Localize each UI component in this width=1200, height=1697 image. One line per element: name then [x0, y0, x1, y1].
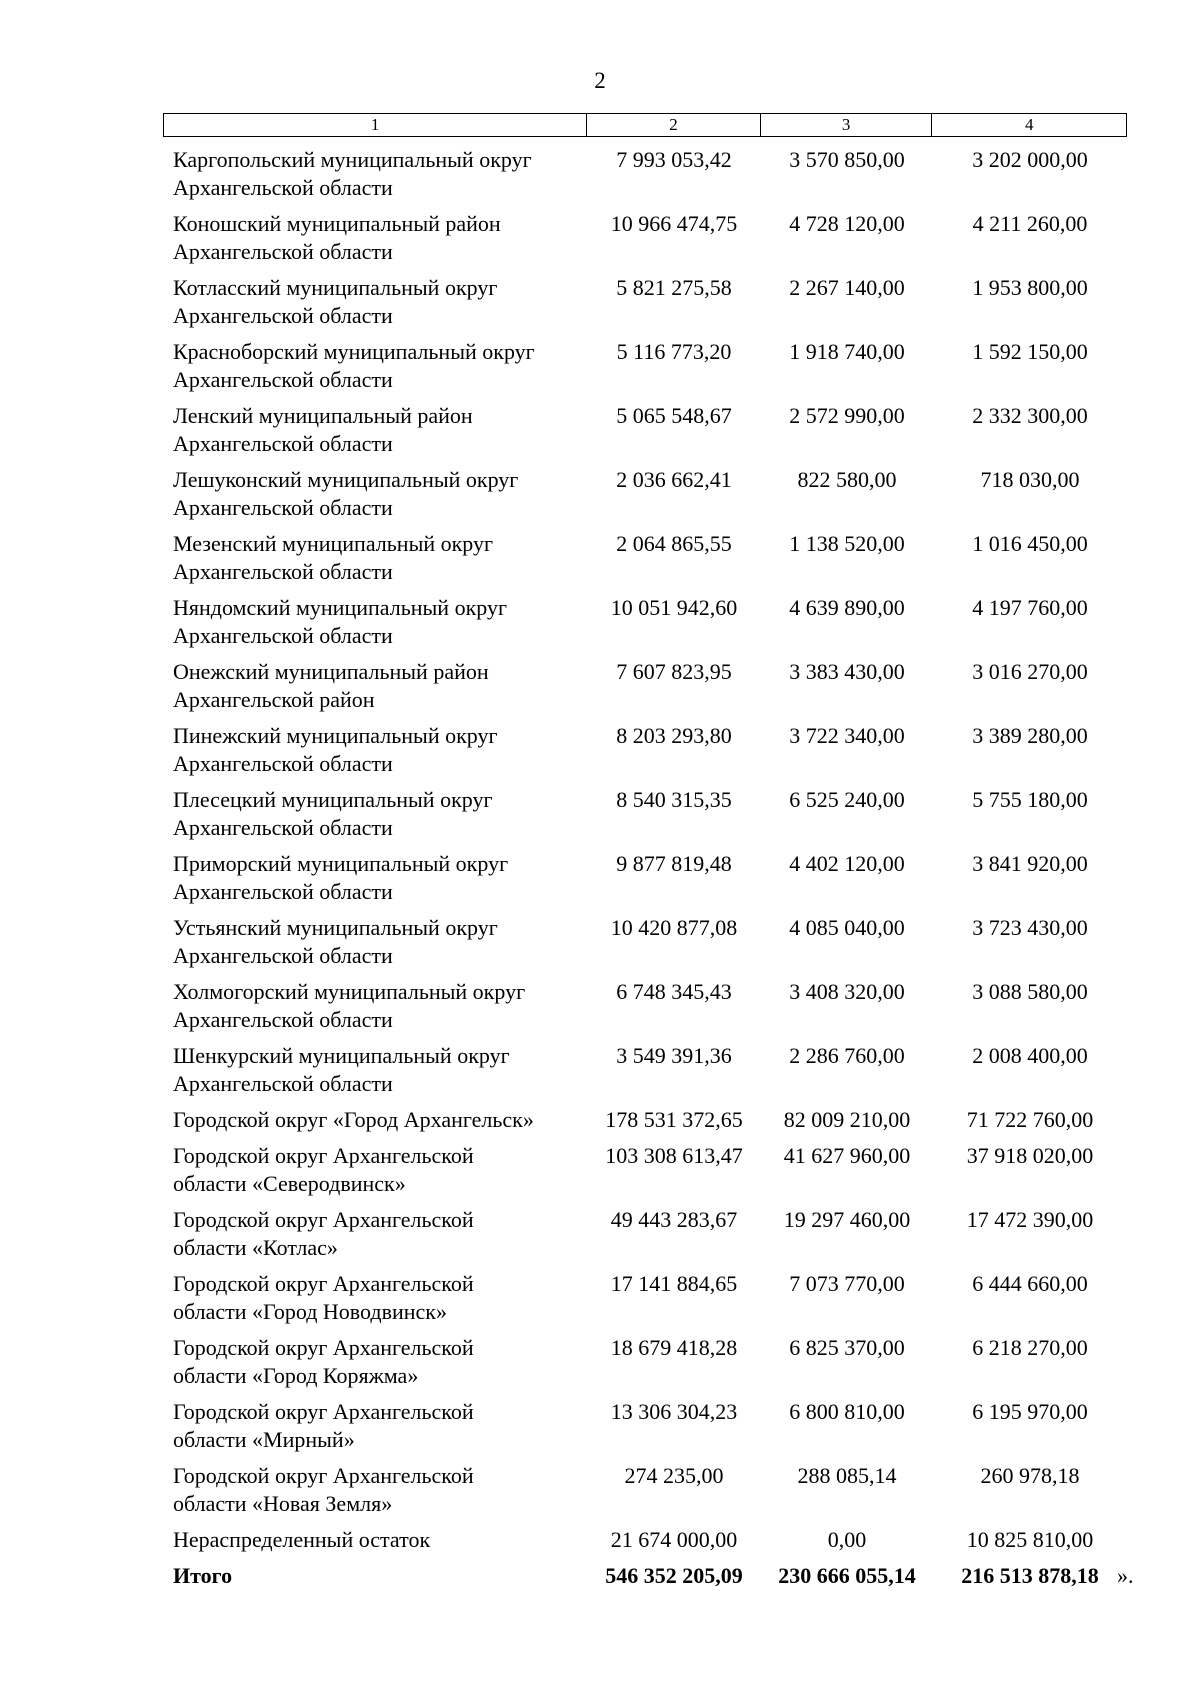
row-value-col2: 2 036 662,41	[616, 467, 732, 492]
row-name-line: Нераспределенный остаток	[173, 1527, 431, 1552]
row-name-line: области «Город Коряжма»	[173, 1363, 419, 1388]
row-value-col3: 288 085,14	[797, 1463, 897, 1488]
row-name	[163, 978, 587, 1042]
row-name-line: Каргопольский муниципальный округ	[173, 147, 532, 172]
row-name	[163, 658, 587, 722]
total-row	[163, 1562, 1134, 1598]
row-value-col4: 2 332 300,00	[972, 403, 1088, 428]
row-value-col2: 8 203 293,80	[616, 723, 732, 748]
row-name	[163, 850, 587, 914]
row-value-col4: 5 755 180,00	[972, 787, 1088, 812]
row-name	[163, 210, 587, 274]
row-value-col4: 17 472 390,00	[966, 1207, 1094, 1232]
row-value-col2: 5 116 773,20	[616, 339, 732, 364]
row-name-line: Архангельской области	[173, 623, 393, 648]
row-name-line: области «Котлас»	[173, 1235, 338, 1260]
row-name-line: Архангельской район	[173, 687, 375, 712]
row-name-line: Городской округ Архангельской	[173, 1271, 474, 1296]
header-cell-4: 4	[1024, 115, 1034, 134]
total-value-col2: 546 352 205,09	[605, 1563, 743, 1588]
total-label: Итого	[173, 1563, 233, 1588]
row-name	[163, 786, 587, 850]
row-name-line: Шенкурский муниципальный округ	[173, 1043, 510, 1068]
row-name-line: Приморский муниципальный округ	[173, 851, 509, 876]
row-value-col3: 4 639 890,00	[789, 595, 905, 620]
row-name-line: Архангельской области	[173, 943, 393, 968]
table-row	[163, 1462, 1127, 1526]
table-row	[163, 1206, 1127, 1270]
row-value-col4: 1 592 150,00	[972, 339, 1088, 364]
table-row	[163, 530, 1127, 594]
row-name	[163, 338, 587, 402]
row-name-line: области «Мирный»	[173, 1427, 355, 1452]
row-name-line: Архангельской области	[173, 431, 393, 456]
table-row	[163, 338, 1127, 402]
table-row	[163, 466, 1127, 530]
row-value-col2: 5 065 548,67	[616, 403, 732, 428]
row-name-line: Няндомский муниципальный округ	[173, 595, 507, 620]
row-name-line: Архангельской области	[173, 1007, 393, 1032]
row-value-col4: 4 211 260,00	[972, 211, 1088, 236]
row-name-line: Архангельской области	[173, 367, 393, 392]
row-value-col4: 3 841 920,00	[972, 851, 1088, 876]
total-value-col4	[933, 1562, 1134, 1598]
table-row	[163, 1042, 1127, 1106]
table-row	[163, 146, 1127, 210]
row-name	[163, 530, 587, 594]
table-row	[163, 1270, 1127, 1334]
row-value-col3: 4 085 040,00	[789, 915, 905, 940]
row-value-col2: 5 821 275,58	[616, 275, 732, 300]
row-name-line: Архангельской области	[173, 751, 393, 776]
row-name	[163, 722, 587, 786]
row-value-col2: 2 064 865,55	[616, 531, 732, 556]
table-row	[163, 1398, 1127, 1462]
row-name	[163, 1206, 587, 1270]
row-value-col4: 3 389 280,00	[972, 723, 1088, 748]
row-name-line: Плесецкий муниципальный округ	[173, 787, 493, 812]
table-row	[163, 978, 1127, 1042]
row-value-col3: 3 408 320,00	[789, 979, 905, 1004]
row-name-line: Архангельской области	[173, 175, 393, 200]
row-name-line: Городской округ Архангельской	[173, 1335, 474, 1360]
closing-quote: ».	[1117, 1563, 1134, 1588]
row-value-col2: 3 549 391,36	[616, 1043, 732, 1068]
row-value-col2: 103 308 613,47	[605, 1143, 743, 1168]
row-name	[163, 274, 587, 338]
row-value-col2: 10 966 474,75	[610, 211, 738, 236]
row-value-col2: 17 141 884,65	[610, 1271, 738, 1296]
row-name-line: Архангельской области	[173, 559, 393, 584]
row-value-col4: 3 723 430,00	[972, 915, 1088, 940]
page-number: 2	[594, 68, 606, 93]
row-name	[163, 1106, 587, 1142]
row-name-line: Архангельской области	[173, 239, 393, 264]
header-cell-3: 3	[761, 114, 933, 136]
row-value-col4: 2 008 400,00	[972, 1043, 1088, 1068]
row-value-col3: 2 267 140,00	[789, 275, 905, 300]
row-name-line: области «Новая Земля»	[173, 1491, 393, 1516]
row-name-line: Устьянский муниципальный округ	[173, 915, 498, 940]
row-name-line: Архангельской области	[173, 879, 393, 904]
row-value-col3: 6 525 240,00	[789, 787, 905, 812]
table-row	[163, 658, 1127, 722]
table-row	[163, 594, 1127, 658]
row-name-line: Архангельской области	[173, 815, 393, 840]
row-name	[163, 914, 587, 978]
row-value-col3: 4 402 120,00	[789, 851, 905, 876]
row-value-col4: 6 195 970,00	[972, 1399, 1088, 1424]
row-value-col2: 7 607 823,95	[616, 659, 732, 684]
row-value-col2: 6 748 345,43	[616, 979, 732, 1004]
row-value-col3: 3 722 340,00	[789, 723, 905, 748]
row-value-col2: 10 420 877,08	[610, 915, 738, 940]
table-row	[163, 850, 1127, 914]
row-value-col2: 9 877 819,48	[616, 851, 732, 876]
row-value-col4: 71 722 760,00	[966, 1107, 1094, 1132]
row-value-col4: 10 825 810,00	[966, 1527, 1094, 1552]
table-row	[163, 914, 1127, 978]
row-name	[163, 1042, 587, 1106]
row-value-col4: 6 444 660,00	[972, 1271, 1088, 1296]
total-value-col3: 230 666 055,14	[778, 1563, 916, 1588]
row-name-line: области «Северодвинск»	[173, 1171, 406, 1196]
row-name-line: Архангельской области	[173, 495, 393, 520]
row-name-line: Архангельской области	[173, 303, 393, 328]
row-name	[163, 1526, 587, 1562]
row-value-col3: 6 800 810,00	[789, 1399, 905, 1424]
row-value-col3: 0,00	[827, 1527, 867, 1552]
row-name	[163, 1334, 587, 1398]
row-name-line: Коношский муниципальный район	[173, 211, 501, 236]
row-name-line: Лешуконский муниципальный округ	[173, 467, 519, 492]
row-name	[163, 1398, 587, 1462]
table-row	[163, 786, 1127, 850]
row-name	[163, 594, 587, 658]
row-name	[163, 1462, 587, 1526]
table-row	[163, 402, 1127, 466]
row-name	[163, 466, 587, 530]
table-row	[163, 1106, 1127, 1142]
row-name	[163, 146, 587, 210]
row-name-line: Красноборский муниципальный округ	[173, 339, 535, 364]
row-name	[163, 1142, 587, 1206]
header-cell-1: 1	[164, 114, 587, 136]
row-name-line: Городской округ Архангельской	[173, 1399, 474, 1424]
row-value-col2: 8 540 315,35	[616, 787, 732, 812]
row-value-col4: 3 016 270,00	[972, 659, 1088, 684]
table-row	[163, 1526, 1127, 1562]
row-name-line: Ленский муниципальный район	[173, 403, 473, 428]
table-body	[163, 146, 1134, 1598]
row-value-col4: 260 978,18	[980, 1463, 1080, 1488]
row-name-line: Холмогорский муниципальный округ	[173, 979, 526, 1004]
row-value-col4: 37 918 020,00	[966, 1143, 1094, 1168]
row-value-col2: 7 993 053,42	[616, 147, 732, 172]
row-value-col2: 18 679 418,28	[610, 1335, 738, 1360]
row-value-col2: 49 443 283,67	[610, 1207, 738, 1232]
row-value-col3: 4 728 120,00	[789, 211, 905, 236]
row-name	[163, 1270, 587, 1334]
row-name-line: Котласский муниципальный округ	[173, 275, 498, 300]
table-row	[163, 1334, 1127, 1398]
row-value-col4: 718 030,00	[980, 467, 1080, 492]
header-cell-2: 2	[587, 114, 761, 136]
row-name-line: Архангельской области	[173, 1071, 393, 1096]
row-value-col3: 41 627 960,00	[783, 1143, 911, 1168]
row-value-col2: 21 674 000,00	[610, 1527, 738, 1552]
row-name-line: Городской округ Архангельской	[173, 1207, 474, 1232]
table-header	[163, 113, 1127, 137]
row-value-col4: 1 016 450,00	[972, 531, 1088, 556]
table-row	[163, 210, 1127, 274]
row-value-col4: 4 197 760,00	[972, 595, 1088, 620]
row-name-line: Городской округ «Город Архангельск»	[173, 1107, 534, 1132]
row-value-col4: 3 088 580,00	[972, 979, 1088, 1004]
row-name-line: Городской округ Архангельской	[173, 1463, 474, 1488]
row-name-line: Городской округ Архангельской	[173, 1143, 474, 1168]
row-value-col4: 1 953 800,00	[972, 275, 1088, 300]
total-value-col4-number: 216 513 878,18	[961, 1563, 1099, 1588]
row-name	[163, 402, 587, 466]
table-row	[163, 722, 1127, 786]
row-value-col3: 1 918 740,00	[789, 339, 905, 364]
row-value-col2: 13 306 304,23	[610, 1399, 738, 1424]
row-value-col3: 2 572 990,00	[789, 403, 905, 428]
row-name-line: Пинежский муниципальный округ	[173, 723, 498, 748]
row-name-line: Онежский муниципальный район	[173, 659, 489, 684]
table-row	[163, 1142, 1127, 1206]
row-value-col3: 822 580,00	[797, 467, 897, 492]
row-value-col3: 3 383 430,00	[789, 659, 905, 684]
row-value-col3: 19 297 460,00	[783, 1207, 911, 1232]
table-row	[163, 274, 1127, 338]
row-name-line: области «Город Новодвинск»	[173, 1299, 447, 1324]
row-value-col3: 1 138 520,00	[789, 531, 905, 556]
row-value-col3: 82 009 210,00	[783, 1107, 911, 1132]
row-value-col2: 178 531 372,65	[605, 1107, 743, 1132]
row-value-col2: 10 051 942,60	[610, 595, 738, 620]
row-value-col3: 3 570 850,00	[789, 147, 905, 172]
row-value-col3: 2 286 760,00	[789, 1043, 905, 1068]
row-value-col4: 6 218 270,00	[972, 1335, 1088, 1360]
row-value-col3: 6 825 370,00	[789, 1335, 905, 1360]
row-value-col3: 7 073 770,00	[789, 1271, 905, 1296]
row-name-line: Мезенский муниципальный округ	[173, 531, 494, 556]
row-value-col4: 3 202 000,00	[972, 147, 1088, 172]
row-value-col2: 274 235,00	[624, 1463, 724, 1488]
